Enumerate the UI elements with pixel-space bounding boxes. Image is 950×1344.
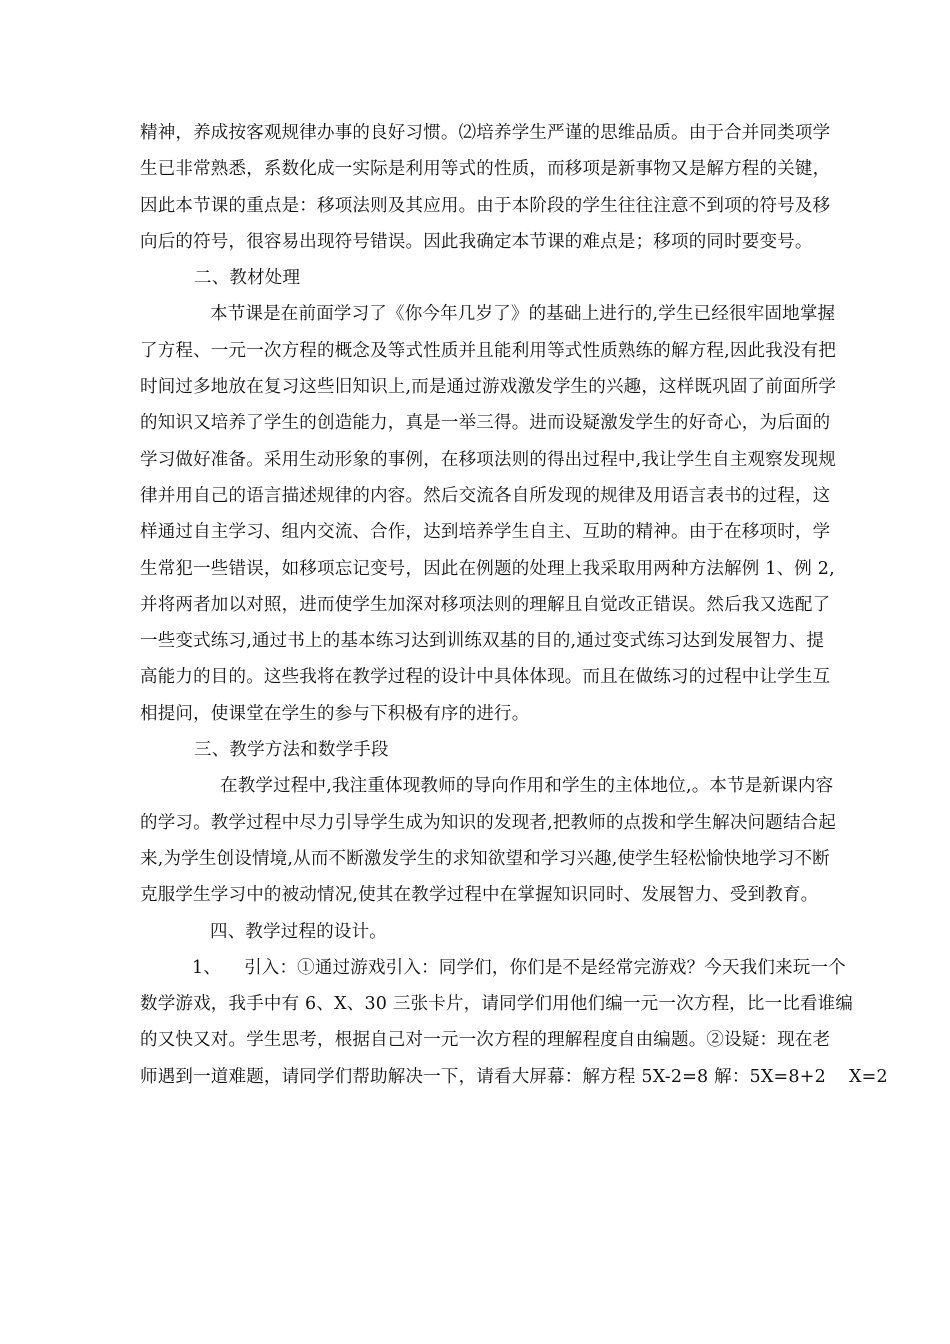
paragraph-line: 克服学生学习中的被动情况,使其在教学过程中在掌握知识同时、发展智力、受到教育。 [140, 885, 819, 906]
paragraph-line: 在教学过程中,我注重体现教师的导向作用和学生的主体地位,。本节是新课内容 [220, 776, 834, 797]
paragraph-line: 生已非常熟悉，系数化成一实际是利用等式的性质，而移项是新事物又是解方程的关键， [140, 159, 831, 180]
paragraph-line: 律并用自己的语言描述规律的内容。然后交流各自所发现的规律及用语言表书的过程，这 [140, 485, 831, 506]
paragraph-line: 时间过多地放在复习这些旧知识上,而是通过游戏激发学生的兴趣，这样既巩固了前面所学 [140, 377, 837, 398]
paragraph-line: 来,为学生创设情境,从而不断激发学生的求知欲望和学习兴趣,使学生轻松愉快地学习不断 [140, 848, 830, 869]
paragraph-line: 并将两者加以对照，进而使学生加深对移项法则的理解且自觉改正错误。然后我又选配了 [140, 594, 831, 615]
paragraph-line: 的知识又培养了学生的创造能力，真是一举三得。进而设疑激发学生的好奇心，为后面的 [140, 413, 831, 434]
paragraph-line: 学习做好准备。采用生动形象的事例，在移项法则的得出过程中,我让学生自主观察发现规 [140, 449, 837, 470]
paragraph-line: 样通过自主学习、组内交流、合作，达到培养学生自主、互助的精神。由于在移项时，学 [140, 522, 831, 543]
paragraph-line: 相提问，使课堂在学生的参与下积极有序的进行。 [140, 703, 530, 724]
paragraph-line: 生常犯一些错误，如移项忘记变号，因此在例题的处理上我采取用两种方法解例 1、例 2, [140, 558, 835, 579]
paragraph-line: 的又快又对。学生思考，根据自己对一元一次方程的理解程度自由编题。②设疑：现在老 [140, 1030, 831, 1051]
paragraph-line: 数学游戏，我手中有 6、X、30 三张卡片，请同学们用他们编一元一次方程，比一比看谁编 [140, 994, 854, 1015]
paragraph-line: 一些变式练习,通过书上的基本练习达到训练双基的目的,通过变式练习达到发展智力、提 [140, 631, 825, 652]
paragraph-line: 向后的符号，很容易出现符号错误。因此我确定本节课的难点是；移项的同时要变号。 [140, 231, 813, 252]
paragraph-line: 了方程、一元一次方程的概念及等式性质并且能利用等式性质熟练的解方程,因此我没有把 [140, 340, 837, 361]
section-heading: 三、教学方法和数学手段 [194, 740, 389, 761]
paragraph-line: 本节课是在前面学习了《你今年几岁了》的基础上进行的,学生已经很牢固地掌握 [210, 304, 836, 325]
paragraph-line: 因此本节课的重点是：移项法则及其应用。由于本阶段的学生往往注意不到项的符号及移 [140, 195, 831, 216]
paragraph-line: 1、 引入：①通过游戏引入：同学们，你们是不是经常完游戏？今天我们来玩一个 [192, 957, 846, 978]
section-heading: 二、教材处理 [194, 268, 301, 289]
section-heading: 四、教学过程的设计。 [210, 921, 387, 942]
paragraph-line: 高能力的目的。这些我将在教学过程的设计中具体体现。而且在做练习的过程中让学生互 [140, 667, 831, 688]
paragraph-line: 精神，养成按客观规律办事的良好习惯。⑵培养学生严谨的思维品质。由于合并同类项学 [140, 123, 831, 143]
paragraph-line: 的学习。教学过程中尽力引导学生成为知识的发现者,把教师的点拨和学生解决问题结合起 [140, 812, 837, 833]
paragraph-line: 师遇到一道难题，请同学们帮助解决一下，请看大屏幕：解方程 5X-2=8 解：5X=8+2 X=2 [140, 1066, 888, 1087]
document-body [140, 115, 888, 1095]
